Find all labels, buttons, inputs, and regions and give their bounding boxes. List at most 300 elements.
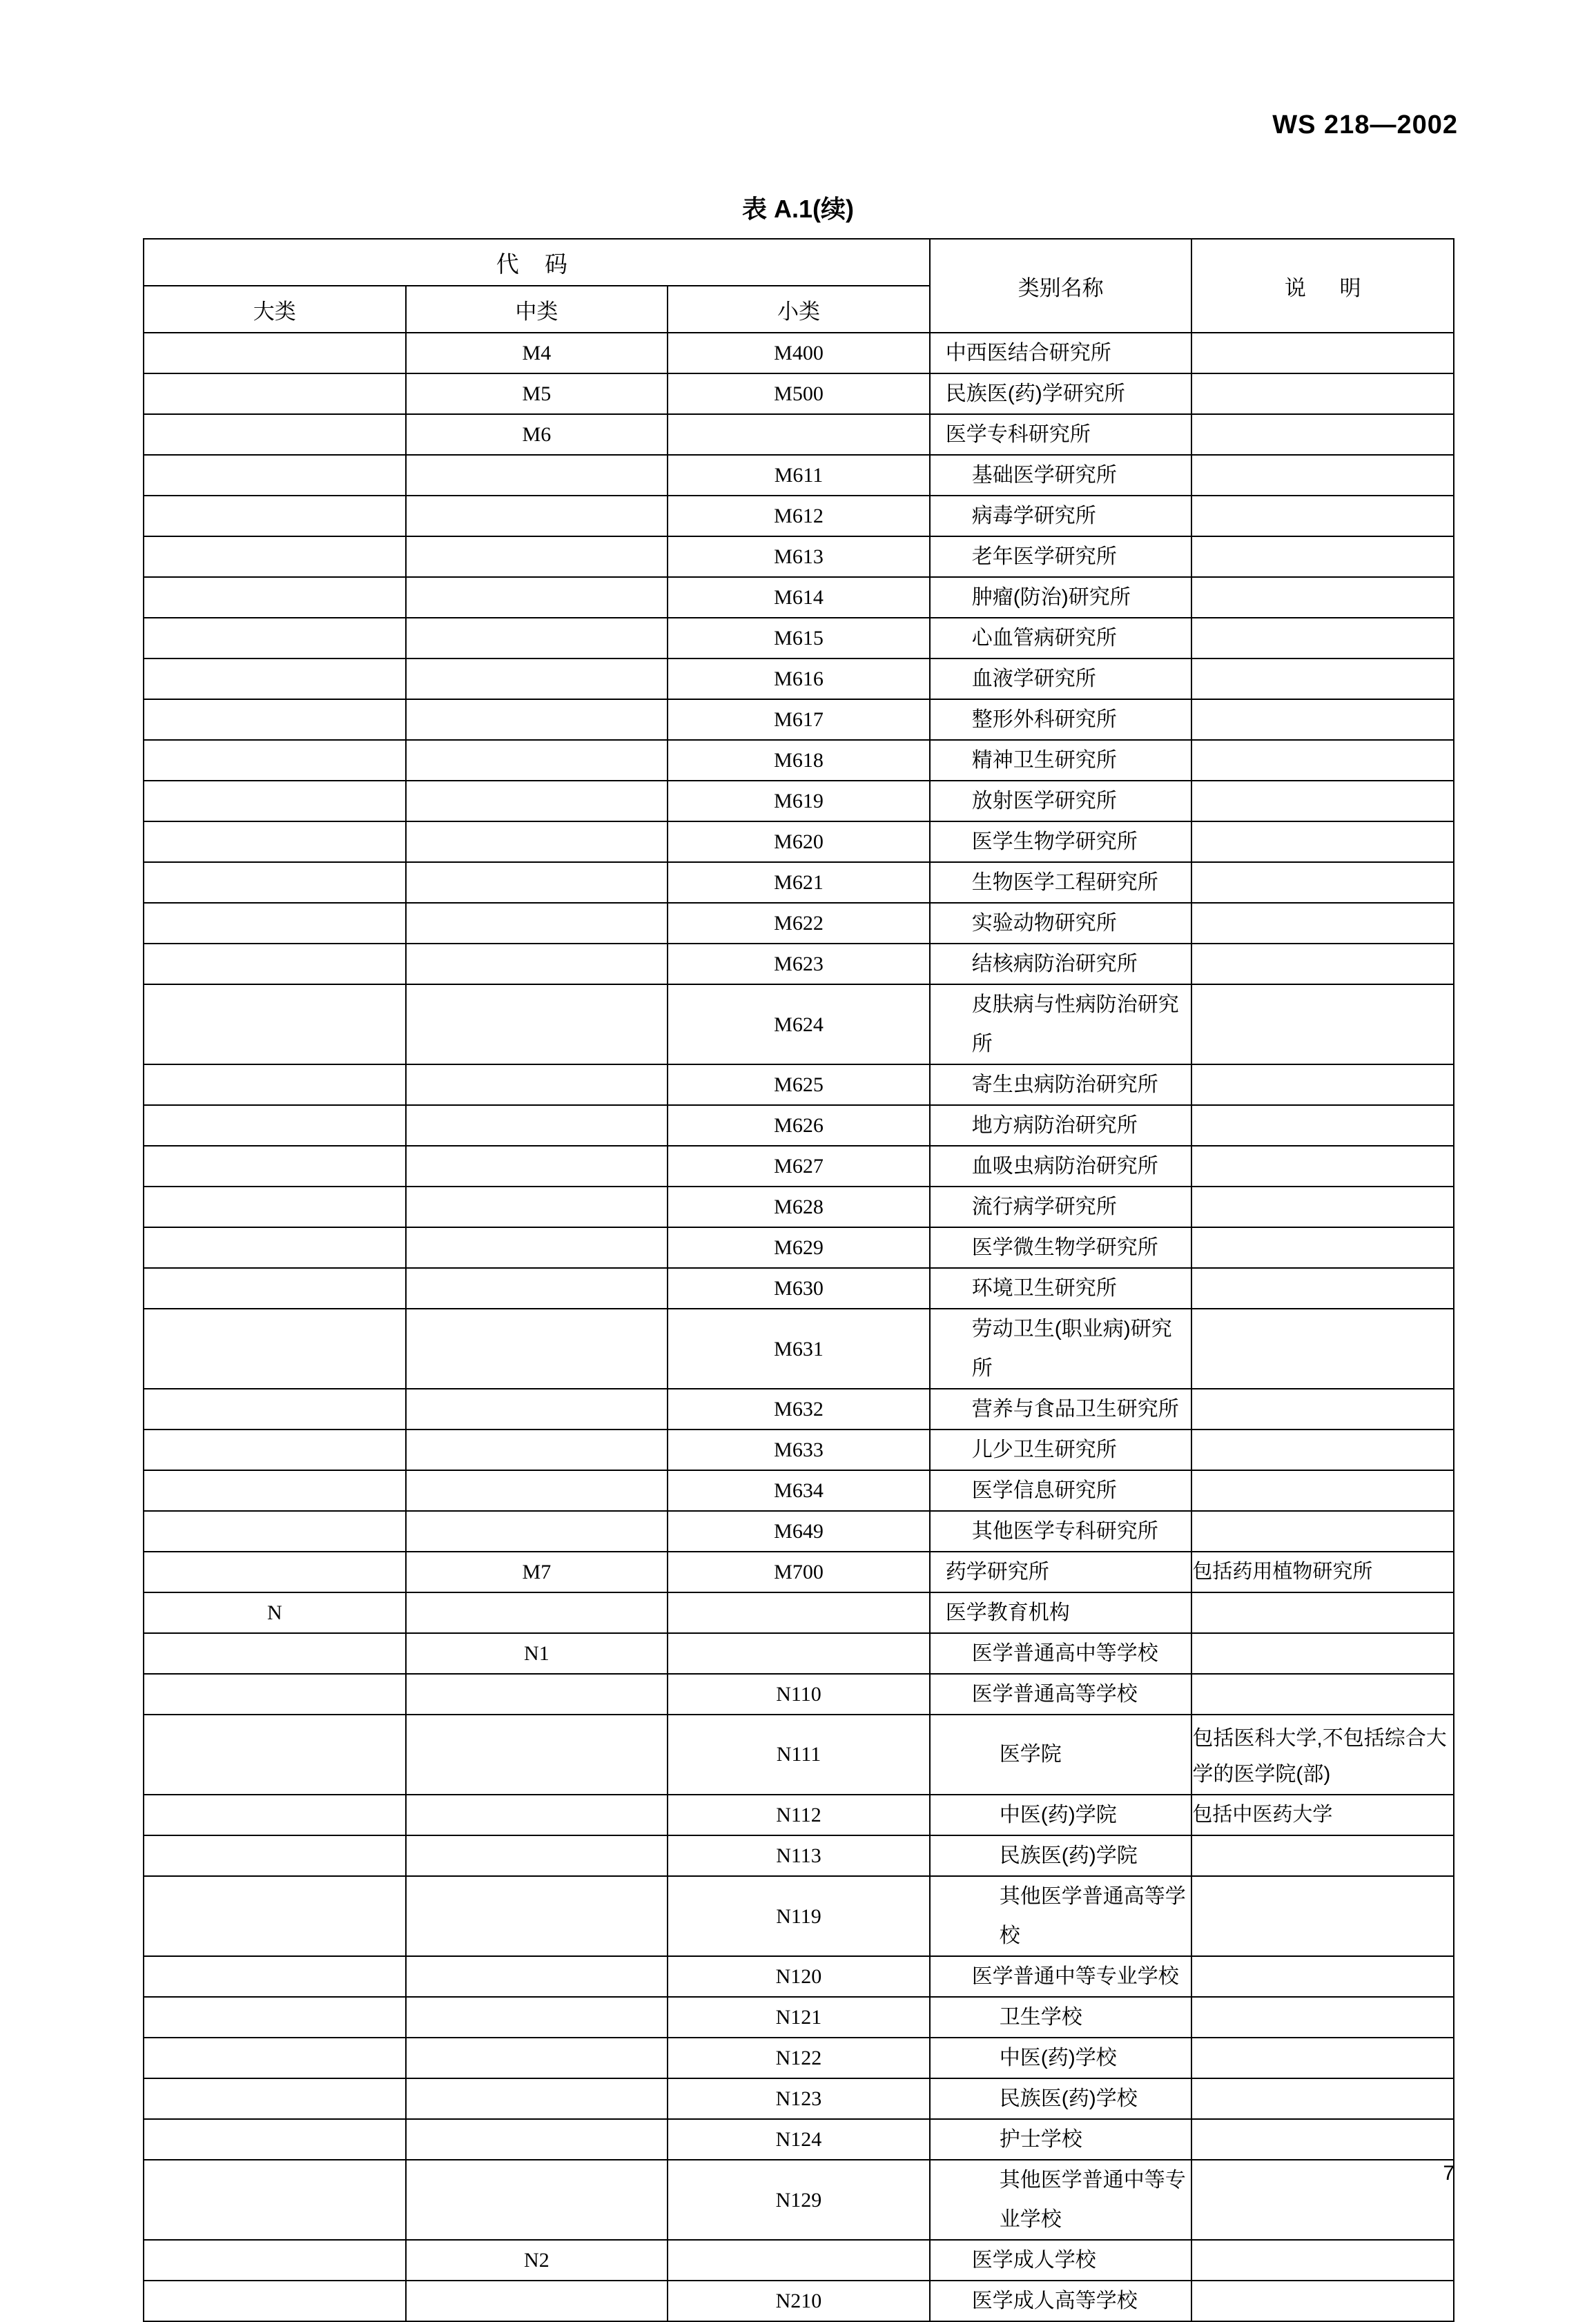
- table-row: [144, 1105, 1454, 1146]
- header-minor-class: 小类: [668, 286, 930, 333]
- cell-minor-code: M400: [668, 333, 930, 373]
- cell-minor-code: M626: [668, 1105, 930, 1146]
- cell-description: [1191, 536, 1454, 577]
- cell-mid-code: [406, 1064, 668, 1105]
- cell-description: [1191, 1795, 1454, 1835]
- table-row: [144, 944, 1454, 984]
- cell-minor-code: N124: [668, 2119, 930, 2160]
- table-row: [144, 781, 1454, 821]
- cell-category-name: [930, 536, 1192, 577]
- cell-description: [1191, 333, 1454, 373]
- table-row: [144, 414, 1454, 455]
- cell-minor-code: M612: [668, 496, 930, 536]
- table-row: [144, 577, 1454, 618]
- cell-category-name: [930, 984, 1192, 1064]
- cell-major-code: [144, 944, 406, 984]
- cell-major-code: [144, 1835, 406, 1876]
- cell-description: [1191, 1633, 1454, 1674]
- category-name-text: 环境卫生研究所: [971, 1277, 1117, 1300]
- cell-minor-code: M630: [668, 1268, 930, 1309]
- table-row: [144, 536, 1454, 577]
- table-row: [144, 903, 1454, 944]
- table-row: [144, 1715, 1454, 1795]
- cell-major-code: [144, 496, 406, 536]
- cell-major-code: [144, 1633, 406, 1674]
- cell-major-code: [144, 1997, 406, 2038]
- cell-minor-code: M614: [668, 577, 930, 618]
- cell-major-code: [144, 1227, 406, 1268]
- table-row: [144, 699, 1454, 740]
- table-row: [144, 2119, 1454, 2160]
- cell-category-name: [930, 1227, 1192, 1268]
- cell-description: [1191, 455, 1454, 496]
- cell-major-code: [144, 1876, 406, 1956]
- cell-category-name: [930, 2160, 1192, 2240]
- category-name-text: 劳动卫生(职业病)研究所: [971, 1318, 1172, 1380]
- table-row: [144, 1997, 1454, 2038]
- cell-major-code: [144, 618, 406, 658]
- cell-category-name: [930, 944, 1192, 984]
- cell-minor-code: N113: [668, 1835, 930, 1876]
- category-name-text: 医学普通高中等学校: [971, 1642, 1158, 1665]
- cell-minor-code: N120: [668, 1956, 930, 1997]
- category-name-text: 中医(药)学院: [999, 1804, 1117, 1826]
- table-row: [144, 2281, 1454, 2321]
- cell-major-code: [144, 455, 406, 496]
- cell-description: [1191, 496, 1454, 536]
- table-row: [144, 1592, 1454, 1633]
- cell-minor-code: M634: [668, 1470, 930, 1511]
- header-category-name: 类别名称: [930, 239, 1192, 333]
- cell-description: [1191, 821, 1454, 862]
- category-name-text: 放射医学研究所: [971, 790, 1117, 812]
- cell-minor-code: M613: [668, 536, 930, 577]
- cell-major-code: [144, 740, 406, 781]
- table-row: [144, 740, 1454, 781]
- header-major-class: 大类: [144, 286, 406, 333]
- cell-description: [1191, 2281, 1454, 2321]
- cell-description: [1191, 577, 1454, 618]
- cell-mid-code: [406, 862, 668, 903]
- cell-description: [1191, 1268, 1454, 1309]
- cell-minor-code: M622: [668, 903, 930, 944]
- cell-major-code: [144, 658, 406, 699]
- cell-major-code: [144, 984, 406, 1064]
- cell-category-name: [930, 2119, 1192, 2160]
- cell-mid-code: [406, 2119, 668, 2160]
- cell-minor-code: M700: [668, 1552, 930, 1592]
- cell-category-name: [930, 1876, 1192, 1956]
- cell-mid-code: [406, 455, 668, 496]
- cell-minor-code: M616: [668, 658, 930, 699]
- cell-description: [1191, 944, 1454, 984]
- cell-major-code: [144, 862, 406, 903]
- cell-category-name: [930, 1470, 1192, 1511]
- table-row: [144, 1146, 1454, 1187]
- category-name-text: 医学专科研究所: [945, 423, 1091, 446]
- cell-major-code: [144, 1064, 406, 1105]
- cell-description: [1191, 1309, 1454, 1389]
- cell-description: [1191, 699, 1454, 740]
- table-row: [144, 1470, 1454, 1511]
- cell-description: [1191, 1430, 1454, 1470]
- table-row: [144, 1389, 1454, 1430]
- cell-major-code: [144, 1674, 406, 1715]
- category-name-text: 医学成人学校: [971, 2249, 1096, 2272]
- cell-mid-code: [406, 618, 668, 658]
- category-name-text: 老年医学研究所: [971, 545, 1117, 568]
- cell-minor-code: N112: [668, 1795, 930, 1835]
- cell-description: [1191, 903, 1454, 944]
- category-name-text: 医学微生物学研究所: [971, 1236, 1158, 1259]
- cell-mid-code: [406, 2160, 668, 2240]
- cell-minor-code: M618: [668, 740, 930, 781]
- category-name-text: 流行病学研究所: [971, 1196, 1117, 1218]
- table-row: [144, 1187, 1454, 1227]
- table-caption: 表 A.1(续): [741, 195, 854, 223]
- cell-mid-code: N1: [406, 1633, 668, 1674]
- cell-major-code: [144, 1389, 406, 1430]
- table-row: [144, 1268, 1454, 1309]
- cell-major-code: [144, 536, 406, 577]
- cell-description: [1191, 1511, 1454, 1552]
- description-text: 包括医科大学,不包括综合大学的医学院(部): [1192, 1726, 1447, 1786]
- table-row: [144, 455, 1454, 496]
- cell-mid-code: [406, 658, 668, 699]
- cell-mid-code: [406, 1470, 668, 1511]
- cell-mid-code: M6: [406, 414, 668, 455]
- table-container: [143, 238, 1454, 2322]
- table-row: [144, 862, 1454, 903]
- cell-category-name: [930, 699, 1192, 740]
- cell-minor-code: N119: [668, 1876, 930, 1956]
- cell-mid-code: [406, 2281, 668, 2321]
- cell-mid-code: M7: [406, 1552, 668, 1592]
- table-row: [144, 2078, 1454, 2119]
- cell-category-name: [930, 1430, 1192, 1470]
- cell-category-name: [930, 1674, 1192, 1715]
- cell-minor-code: N111: [668, 1715, 930, 1795]
- cell-description: [1191, 2078, 1454, 2119]
- cell-mid-code: [406, 984, 668, 1064]
- cell-mid-code: [406, 740, 668, 781]
- category-name-text: 结核病防治研究所: [971, 953, 1138, 975]
- category-name-text: 基础医学研究所: [971, 464, 1117, 487]
- cell-category-name: [930, 821, 1192, 862]
- cell-major-code: [144, 1470, 406, 1511]
- table-row: [144, 1511, 1454, 1552]
- cell-minor-code: M620: [668, 821, 930, 862]
- cell-minor-code: M632: [668, 1389, 930, 1430]
- cell-mid-code: [406, 536, 668, 577]
- cell-description: [1191, 414, 1454, 455]
- cell-description: [1191, 1835, 1454, 1876]
- cell-mid-code: [406, 1268, 668, 1309]
- cell-description: [1191, 618, 1454, 658]
- cell-minor-code: M621: [668, 862, 930, 903]
- cell-description: [1191, 1674, 1454, 1715]
- table-row: [144, 1795, 1454, 1835]
- cell-description: [1191, 1389, 1454, 1430]
- category-name-text: 心血管病研究所: [971, 627, 1117, 650]
- cell-major-code: [144, 1511, 406, 1552]
- cell-description: [1191, 781, 1454, 821]
- page-number: 7: [1443, 2162, 1454, 2185]
- cell-minor-code: M629: [668, 1227, 930, 1268]
- category-name-text: 实验动物研究所: [971, 912, 1117, 935]
- cell-minor-code: M631: [668, 1309, 930, 1389]
- cell-category-name: [930, 2281, 1192, 2321]
- cell-minor-code: M615: [668, 618, 930, 658]
- category-name-text: 其他医学普通中等专业学校: [999, 2169, 1186, 2231]
- cell-major-code: N: [144, 1592, 406, 1633]
- cell-mid-code: [406, 1146, 668, 1187]
- standard-code-header: WS 218—2002: [1272, 110, 1458, 139]
- cell-major-code: [144, 2160, 406, 2240]
- category-name-text: 药学研究所: [945, 1561, 1049, 1583]
- cell-mid-code: [406, 699, 668, 740]
- cell-minor-code: [668, 1592, 930, 1633]
- cell-major-code: [144, 373, 406, 414]
- cell-mid-code: [406, 1389, 668, 1430]
- cell-description: [1191, 1997, 1454, 2038]
- category-name-text: 肿瘤(防治)研究所: [971, 586, 1131, 609]
- cell-minor-code: M619: [668, 781, 930, 821]
- cell-minor-code: N122: [668, 2038, 930, 2078]
- cell-mid-code: [406, 1309, 668, 1389]
- cell-minor-code: M623: [668, 944, 930, 984]
- category-name-text: 皮肤病与性病防治研究所: [971, 993, 1179, 1055]
- table-row: [144, 658, 1454, 699]
- cell-major-code: [144, 781, 406, 821]
- category-name-text: 医学生物学研究所: [971, 830, 1138, 853]
- cell-description: [1191, 1552, 1454, 1592]
- cell-major-code: [144, 1956, 406, 1997]
- table-row: [144, 1430, 1454, 1470]
- table-row: [144, 618, 1454, 658]
- cell-description: [1191, 1592, 1454, 1633]
- table-row: [144, 373, 1454, 414]
- cell-minor-code: M500: [668, 373, 930, 414]
- cell-mid-code: [406, 2038, 668, 2078]
- table-header: [144, 239, 1454, 333]
- cell-major-code: [144, 2119, 406, 2160]
- category-name-text: 血液学研究所: [971, 667, 1096, 690]
- cell-category-name: [930, 2240, 1192, 2281]
- cell-minor-code: N123: [668, 2078, 930, 2119]
- cell-mid-code: [406, 1795, 668, 1835]
- cell-category-name: [930, 1956, 1192, 1997]
- table-row: [144, 1552, 1454, 1592]
- cell-mid-code: [406, 496, 668, 536]
- cell-major-code: [144, 1309, 406, 1389]
- cell-major-code: [144, 1552, 406, 1592]
- cell-mid-code: [406, 1511, 668, 1552]
- cell-category-name: [930, 1552, 1192, 1592]
- cell-description: [1191, 2240, 1454, 2281]
- cell-minor-code: [668, 2240, 930, 2281]
- header-mid-class: 中类: [406, 286, 668, 333]
- category-name-text: 卫生学校: [999, 2006, 1082, 2029]
- cell-category-name: [930, 2038, 1192, 2078]
- cell-minor-code: M625: [668, 1064, 930, 1105]
- cell-minor-code: N129: [668, 2160, 930, 2240]
- cell-mid-code: [406, 1835, 668, 1876]
- cell-category-name: [930, 1268, 1192, 1309]
- cell-category-name: [930, 618, 1192, 658]
- cell-minor-code: M628: [668, 1187, 930, 1227]
- category-name-text: 生物医学工程研究所: [971, 871, 1158, 894]
- cell-mid-code: [406, 1956, 668, 1997]
- cell-category-name: [930, 1105, 1192, 1146]
- cell-description: [1191, 1470, 1454, 1511]
- cell-major-code: [144, 1187, 406, 1227]
- table-row: [144, 1956, 1454, 1997]
- cell-category-name: [930, 1592, 1192, 1633]
- cell-minor-code: M617: [668, 699, 930, 740]
- cell-mid-code: [406, 1876, 668, 1956]
- cell-category-name: [930, 1511, 1192, 1552]
- cell-mid-code: [406, 944, 668, 984]
- table-row: [144, 984, 1454, 1064]
- table-row: [144, 1835, 1454, 1876]
- cell-mid-code: [406, 2078, 668, 2119]
- table-body: [144, 333, 1454, 2321]
- category-name-text: 血吸虫病防治研究所: [971, 1155, 1158, 1178]
- cell-mid-code: [406, 903, 668, 944]
- category-name-text: 儿少卫生研究所: [971, 1438, 1117, 1461]
- cell-mid-code: N2: [406, 2240, 668, 2281]
- category-name-text: 精神卫生研究所: [971, 749, 1117, 772]
- cell-minor-code: M627: [668, 1146, 930, 1187]
- cell-major-code: [144, 1105, 406, 1146]
- cell-major-code: [144, 699, 406, 740]
- table-row: [144, 1674, 1454, 1715]
- category-name-text: 营养与食品卫生研究所: [971, 1398, 1179, 1421]
- cell-mid-code: [406, 577, 668, 618]
- category-name-text: 整形外科研究所: [971, 708, 1117, 731]
- cell-category-name: [930, 740, 1192, 781]
- cell-minor-code: M611: [668, 455, 930, 496]
- category-name-text: 民族医(药)学院: [999, 1844, 1138, 1867]
- cell-description: [1191, 1227, 1454, 1268]
- cell-minor-code: N210: [668, 2281, 930, 2321]
- cell-major-code: [144, 2281, 406, 2321]
- cell-description: [1191, 862, 1454, 903]
- cell-minor-code: [668, 414, 930, 455]
- cell-mid-code: [406, 1227, 668, 1268]
- cell-description: [1191, 2119, 1454, 2160]
- category-name-text: 寄生虫病防治研究所: [971, 1073, 1158, 1096]
- cell-description: [1191, 1876, 1454, 1956]
- table-row: [144, 2160, 1454, 2240]
- table-row: [144, 333, 1454, 373]
- cell-minor-code: M633: [668, 1430, 930, 1470]
- header-code-group: 代 码: [144, 239, 930, 286]
- cell-category-name: [930, 1795, 1192, 1835]
- cell-mid-code: M4: [406, 333, 668, 373]
- cell-description: [1191, 984, 1454, 1064]
- cell-mid-code: [406, 1430, 668, 1470]
- cell-major-code: [144, 2240, 406, 2281]
- cell-description: [1191, 740, 1454, 781]
- category-name-text: 地方病防治研究所: [971, 1114, 1138, 1137]
- cell-category-name: [930, 903, 1192, 944]
- table-row: [144, 821, 1454, 862]
- cell-mid-code: M5: [406, 373, 668, 414]
- table-row: [144, 1227, 1454, 1268]
- cell-category-name: [930, 1715, 1192, 1795]
- cell-major-code: [144, 1795, 406, 1835]
- cell-major-code: [144, 1146, 406, 1187]
- category-name-text: 护士学校: [999, 2128, 1082, 2151]
- cell-category-name: [930, 1633, 1192, 1674]
- cell-description: [1191, 1715, 1454, 1795]
- cell-major-code: [144, 1430, 406, 1470]
- cell-major-code: [144, 821, 406, 862]
- category-name-text: 民族医(药)学研究所: [945, 382, 1125, 405]
- cell-description: [1191, 1956, 1454, 1997]
- category-name-text: 医学院: [999, 1743, 1062, 1766]
- header-description: 说 明: [1191, 239, 1454, 333]
- table-row: [144, 1876, 1454, 1956]
- cell-description: [1191, 1105, 1454, 1146]
- cell-mid-code: [406, 1592, 668, 1633]
- cell-description: [1191, 1187, 1454, 1227]
- cell-mid-code: [406, 821, 668, 862]
- category-name-text: 医学信息研究所: [971, 1479, 1117, 1502]
- cell-mid-code: [406, 1105, 668, 1146]
- category-name-text: 医学教育机构: [945, 1601, 1070, 1624]
- cell-major-code: [144, 333, 406, 373]
- cell-category-name: [930, 658, 1192, 699]
- cell-description: [1191, 1146, 1454, 1187]
- description-text: 包括中医药大学: [1192, 1804, 1333, 1826]
- cell-minor-code: M649: [668, 1511, 930, 1552]
- table-row: [144, 2240, 1454, 2281]
- table-row: [144, 1309, 1454, 1389]
- cell-category-name: [930, 1187, 1192, 1227]
- cell-mid-code: [406, 1997, 668, 2038]
- cell-description: [1191, 2160, 1454, 2240]
- cell-category-name: [930, 1997, 1192, 2038]
- cell-description: [1191, 1064, 1454, 1105]
- cell-major-code: [144, 577, 406, 618]
- cell-category-name: [930, 577, 1192, 618]
- category-name-text: 医学普通高等学校: [971, 1683, 1138, 1706]
- cell-category-name: [930, 1389, 1192, 1430]
- cell-major-code: [144, 2038, 406, 2078]
- cell-major-code: [144, 2078, 406, 2119]
- category-name-text: 中西医结合研究所: [945, 342, 1111, 364]
- cell-category-name: [930, 1835, 1192, 1876]
- cell-mid-code: [406, 1187, 668, 1227]
- table-row: [144, 1064, 1454, 1105]
- cell-category-name: [930, 1064, 1192, 1105]
- cell-mid-code: [406, 781, 668, 821]
- cell-category-name: [930, 496, 1192, 536]
- cell-category-name: [930, 781, 1192, 821]
- category-name-text: 其他医学专科研究所: [971, 1520, 1158, 1543]
- cell-minor-code: [668, 1633, 930, 1674]
- cell-minor-code: N110: [668, 1674, 930, 1715]
- category-name-text: 医学成人高等学校: [971, 2290, 1138, 2312]
- cell-description: [1191, 373, 1454, 414]
- cell-category-name: [930, 414, 1192, 455]
- cell-category-name: [930, 455, 1192, 496]
- cell-category-name: [930, 373, 1192, 414]
- cell-major-code: [144, 414, 406, 455]
